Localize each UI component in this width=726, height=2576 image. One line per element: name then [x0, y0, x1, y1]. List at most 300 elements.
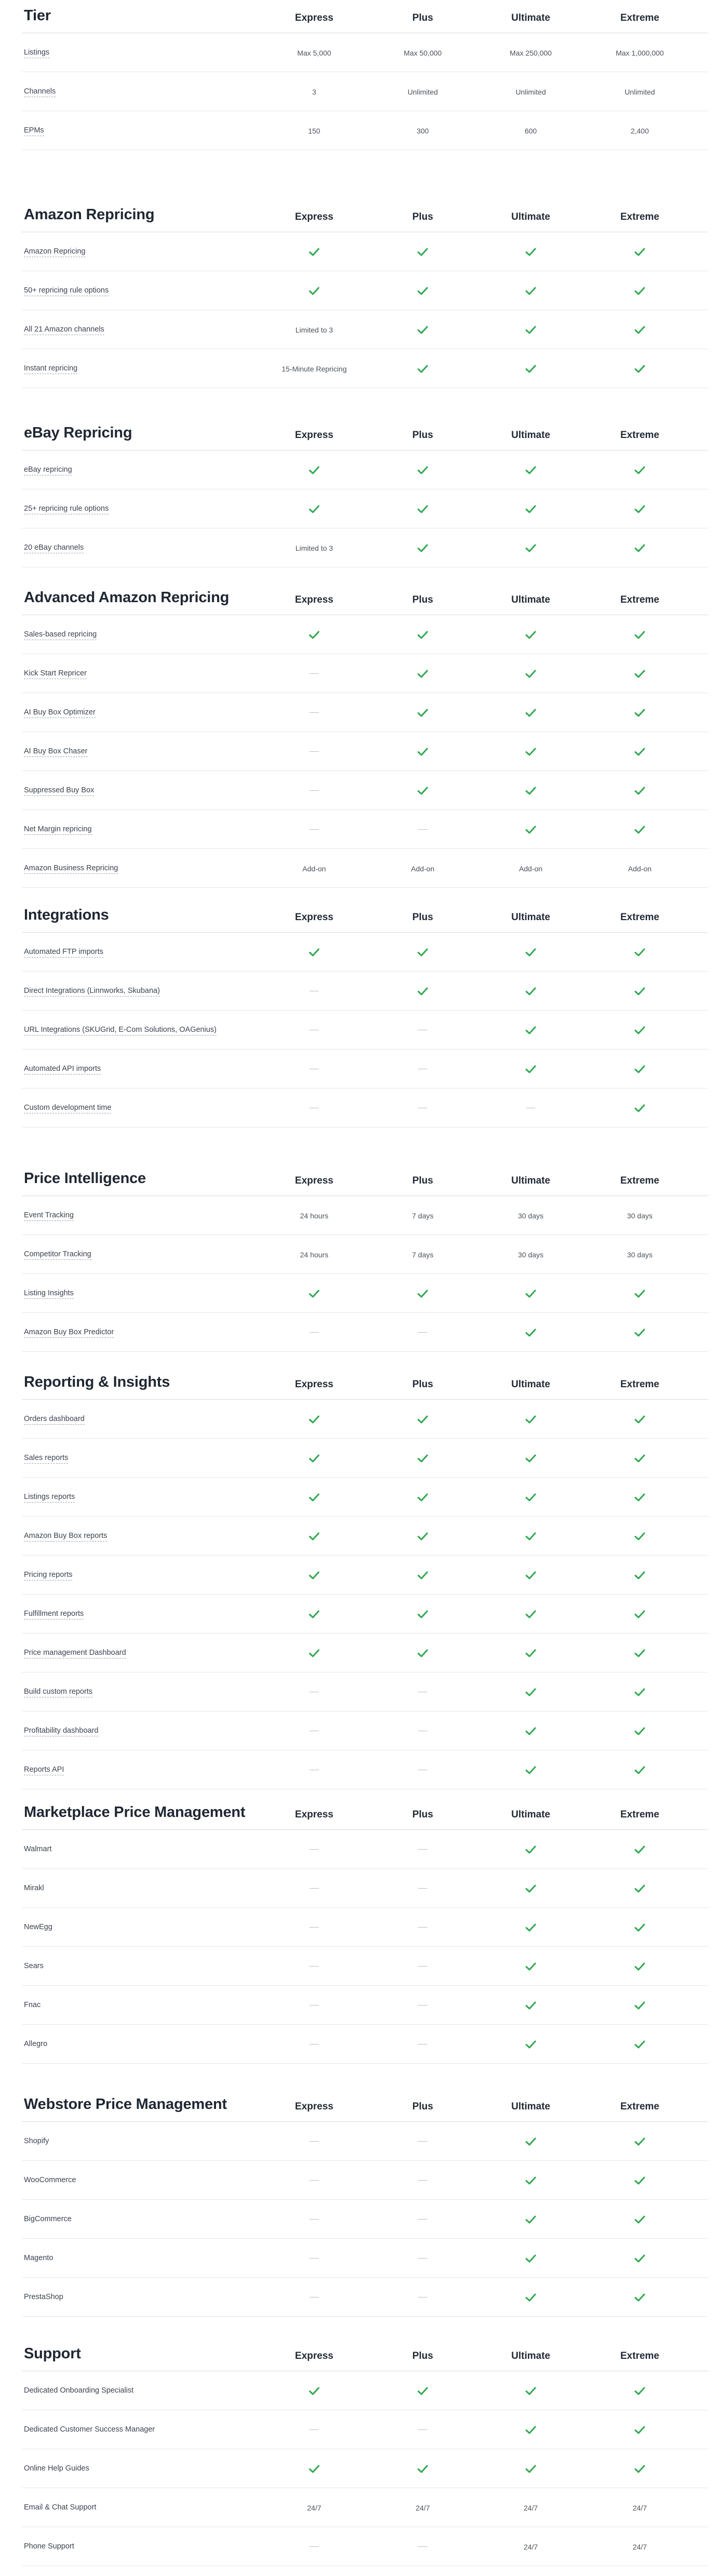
- cell-value: 24/7: [633, 2542, 647, 2551]
- table-row: [22, 1711, 708, 1750]
- section-title: Webstore Price Management: [24, 2096, 227, 2113]
- column-header-plus: Plus: [412, 1379, 434, 1390]
- feature-label-text: Instant repricing: [24, 364, 77, 374]
- feature-label: [24, 2527, 74, 2566]
- dash-icon: [262, 2527, 366, 2566]
- cell-value: 150: [308, 126, 320, 135]
- check-icon: [479, 2161, 583, 2200]
- dash-icon: [262, 1986, 366, 2025]
- feature-label-text: Suppressed Buy Box: [24, 786, 94, 796]
- section-title: Integrations: [24, 907, 109, 923]
- table-row: [22, 310, 708, 349]
- check-icon: [262, 2371, 366, 2410]
- feature-label: [24, 1947, 44, 1986]
- section-title: Price Intelligence: [24, 1170, 146, 1187]
- section-title: Advanced Amazon Repricing: [24, 589, 230, 606]
- feature-label[interactable]: [24, 1088, 111, 1127]
- check-icon: [479, 2410, 583, 2449]
- dash-icon: [262, 1711, 366, 1750]
- feature-label-text: 25+ repricing rule options: [24, 504, 109, 514]
- table-row: [22, 1986, 708, 2025]
- feature-label[interactable]: [24, 1672, 92, 1711]
- dash-icon: [262, 972, 366, 1011]
- column-header-plus: Plus: [412, 2101, 434, 2112]
- feature-label-text: Direct Integrations (Linnworks, Skubana): [24, 987, 160, 997]
- feature-label[interactable]: [24, 232, 85, 271]
- dash-icon: [310, 2546, 319, 2547]
- cell-value: Add-on: [411, 864, 435, 873]
- cell-value: 30 days: [627, 1250, 653, 1259]
- check-icon: [371, 2449, 475, 2488]
- feature-label-text: Amazon Business Repricing: [24, 864, 118, 874]
- check-icon: [588, 2025, 692, 2064]
- check-icon: [371, 1274, 475, 1313]
- table-row: [22, 489, 708, 528]
- check-icon: [479, 732, 583, 771]
- section-title: eBay Repricing: [24, 424, 132, 441]
- cell-value: Limited to 3: [295, 543, 333, 552]
- check-icon: [588, 1830, 692, 1869]
- dash-icon: [310, 2258, 319, 2259]
- column-header-extreme: Extreme: [620, 1809, 660, 1820]
- cell-value: 24/7: [307, 2503, 321, 2512]
- feature-label[interactable]: [24, 654, 87, 693]
- check-icon: [588, 1517, 692, 1556]
- dash-icon: [371, 2200, 475, 2239]
- check-icon: [371, 349, 475, 388]
- check-icon: [371, 271, 475, 310]
- dash-icon: [418, 1888, 427, 1889]
- check-icon: [479, 1947, 583, 1986]
- dash-icon: [371, 1711, 475, 1750]
- dash-icon: [310, 1332, 319, 1333]
- check-icon: [588, 693, 692, 732]
- check-icon: [371, 972, 475, 1011]
- table-row: [22, 2278, 708, 2317]
- check-icon: [588, 232, 692, 271]
- dash-icon: [310, 1966, 319, 1967]
- check-icon: [371, 1634, 475, 1672]
- table-row: [22, 771, 708, 810]
- column-header-extreme: Extreme: [620, 2101, 660, 2112]
- feature-label[interactable]: [24, 1439, 68, 1478]
- section-header: [22, 899, 708, 933]
- dash-icon: [371, 1830, 475, 1869]
- check-icon: [371, 1556, 475, 1595]
- feature-label-text: All 21 Amazon channels: [24, 325, 104, 335]
- check-icon: [588, 1986, 692, 2025]
- table-row: [22, 528, 708, 567]
- check-icon: [588, 1400, 692, 1439]
- check-icon: [479, 1986, 583, 2025]
- dash-icon: [371, 1050, 475, 1088]
- section-title: Amazon Repricing: [24, 206, 155, 223]
- dash-icon: [371, 2527, 475, 2566]
- column-header-ultimate: Ultimate: [511, 12, 550, 23]
- check-icon: [479, 489, 583, 528]
- check-icon: [371, 1439, 475, 1478]
- dash-icon: [310, 751, 319, 752]
- dash-icon: [262, 2200, 366, 2239]
- column-header-ultimate: Ultimate: [511, 1379, 550, 1390]
- feature-label-text: Email & Chat Support: [24, 2503, 97, 2512]
- feature-label[interactable]: [24, 33, 49, 72]
- dash-icon: [262, 1050, 366, 1088]
- feature-label[interactable]: [24, 1711, 98, 1750]
- section-tier: [22, 0, 708, 150]
- dash-icon: [418, 2258, 427, 2259]
- feature-label: [24, 2161, 76, 2200]
- feature-label: [24, 2488, 96, 2527]
- feature-label[interactable]: [24, 72, 56, 111]
- check-icon: [588, 933, 692, 972]
- dash-icon: [262, 2025, 366, 2064]
- check-icon: [371, 771, 475, 810]
- cell-value: 30 days: [518, 1211, 544, 1220]
- check-icon: [479, 1595, 583, 1634]
- check-icon: [588, 1439, 692, 1478]
- column-header-express: Express: [295, 912, 333, 923]
- cell-value: 24 hours: [300, 1250, 329, 1259]
- check-icon: [588, 349, 692, 388]
- table-row: [22, 693, 708, 732]
- dash-icon: [310, 2005, 319, 2006]
- feature-label-text: NewEgg: [24, 1923, 52, 1931]
- section-header: [22, 0, 708, 33]
- feature-label: [24, 2200, 72, 2239]
- cell-value: Unlimited: [407, 87, 438, 96]
- dash-icon: [371, 1986, 475, 2025]
- feature-label-text: Magento: [24, 2254, 53, 2262]
- table-row: [22, 615, 708, 654]
- feature-label-text: AI Buy Box Optimizer: [24, 708, 96, 718]
- section-marketplace-price-management: [22, 1797, 708, 2064]
- check-icon: [479, 2025, 583, 2064]
- check-icon: [371, 528, 475, 567]
- dash-icon: [418, 1332, 427, 1333]
- cell-value: 7 days: [412, 1250, 434, 1259]
- check-icon: [479, 2449, 583, 2488]
- feature-label: [24, 2122, 49, 2161]
- cell-value: 30 days: [627, 1211, 653, 1220]
- dash-icon: [262, 2239, 366, 2278]
- feature-label-text: Automated FTP imports: [24, 948, 103, 958]
- dash-icon: [310, 673, 319, 674]
- table-row: [22, 271, 708, 310]
- feature-label-text: Online Help Guides: [24, 2464, 89, 2473]
- feature-label-text: AI Buy Box Chaser: [24, 747, 88, 757]
- column-header-ultimate: Ultimate: [511, 594, 550, 605]
- check-icon: [371, 2371, 475, 2410]
- cell-value: Max 5,000: [297, 48, 331, 57]
- feature-label-text: Shopify: [24, 2137, 49, 2145]
- check-icon: [588, 732, 692, 771]
- dash-icon: [262, 1947, 366, 1986]
- feature-label-text: Event Tracking: [24, 1211, 74, 1221]
- feature-label-text: Price management Dashboard: [24, 1649, 126, 1658]
- check-icon: [588, 1711, 692, 1750]
- cell-value: 7 days: [412, 1211, 434, 1220]
- feature-label-text: Fulfillment reports: [24, 1610, 84, 1619]
- table-row: [22, 972, 708, 1011]
- feature-label-text: Sales reports: [24, 1454, 68, 1464]
- check-icon: [262, 1478, 366, 1517]
- column-header-ultimate: Ultimate: [511, 1175, 550, 1186]
- feature-label[interactable]: [24, 972, 160, 1011]
- dash-icon: [371, 1750, 475, 1789]
- check-icon: [479, 2371, 583, 2410]
- dash-icon: [371, 2025, 475, 2064]
- table-row: [22, 2527, 708, 2566]
- feature-label[interactable]: [24, 771, 94, 810]
- feature-label[interactable]: [24, 1235, 91, 1274]
- cell-value: Unlimited: [624, 87, 655, 96]
- dash-icon: [262, 654, 366, 693]
- check-icon: [479, 450, 583, 489]
- check-icon: [588, 2200, 692, 2239]
- table-row: [22, 72, 708, 111]
- feature-label[interactable]: [24, 1011, 217, 1050]
- table-row: [22, 1050, 708, 1088]
- check-icon: [588, 2278, 692, 2317]
- check-icon: [479, 972, 583, 1011]
- dash-icon: [418, 829, 427, 830]
- feature-label-text: Amazon Buy Box Predictor: [24, 1328, 114, 1338]
- dash-icon: [371, 2278, 475, 2317]
- feature-label[interactable]: [24, 271, 109, 310]
- feature-label[interactable]: [24, 1050, 101, 1088]
- table-row: [22, 2488, 708, 2527]
- check-icon: [479, 1672, 583, 1711]
- feature-label: [24, 1986, 41, 2025]
- check-icon: [588, 2449, 692, 2488]
- feature-label[interactable]: [24, 732, 88, 771]
- check-icon: [371, 654, 475, 693]
- check-icon: [479, 1830, 583, 1869]
- table-row: [22, 1830, 708, 1869]
- table-row: [22, 1869, 708, 1908]
- check-icon: [479, 933, 583, 972]
- cell-value: 24/7: [633, 2503, 647, 2512]
- table-row: [22, 1478, 708, 1517]
- table-row: [22, 654, 708, 693]
- feature-label-text: WooCommerce: [24, 2176, 76, 2184]
- section-header: [22, 1366, 708, 1400]
- cell-value: Add-on: [628, 864, 652, 873]
- feature-label-text: Net Margin repricing: [24, 825, 92, 835]
- dash-icon: [310, 1888, 319, 1889]
- check-icon: [262, 232, 366, 271]
- dash-icon: [371, 810, 475, 849]
- check-icon: [588, 972, 692, 1011]
- table-row: [22, 2161, 708, 2200]
- check-icon: [371, 732, 475, 771]
- feature-label[interactable]: [24, 810, 92, 849]
- check-icon: [479, 271, 583, 310]
- check-icon: [479, 693, 583, 732]
- column-header-express: Express: [295, 594, 333, 605]
- column-header-plus: Plus: [412, 430, 434, 441]
- feature-label-text: Dedicated Customer Success Manager: [24, 2425, 155, 2434]
- feature-label-text: Orders dashboard: [24, 1415, 85, 1425]
- dash-icon: [262, 1088, 366, 1127]
- feature-label-text: Pricing reports: [24, 1571, 72, 1581]
- check-icon: [479, 1517, 583, 1556]
- cell-value: Add-on: [519, 864, 543, 873]
- check-icon: [479, 654, 583, 693]
- check-icon: [588, 771, 692, 810]
- column-header-extreme: Extreme: [620, 1175, 660, 1186]
- feature-label[interactable]: [24, 111, 44, 150]
- check-icon: [371, 450, 475, 489]
- cell-value: Max 250,000: [509, 48, 552, 57]
- check-icon: [262, 933, 366, 972]
- cell-value: 24/7: [415, 2503, 430, 2512]
- check-icon: [371, 933, 475, 972]
- feature-label-text: Fnac: [24, 2001, 41, 2009]
- cell-value: 2,400: [630, 126, 649, 135]
- table-row: [22, 2239, 708, 2278]
- check-icon: [479, 1313, 583, 1352]
- check-icon: [479, 615, 583, 654]
- column-header-plus: Plus: [412, 912, 434, 923]
- dash-icon: [310, 1927, 319, 1928]
- feature-label-text: Sears: [24, 1962, 44, 1970]
- table-row: [22, 1235, 708, 1274]
- dash-icon: [262, 1830, 366, 1869]
- table-row: [22, 1274, 708, 1313]
- feature-label[interactable]: [24, 1196, 74, 1235]
- column-header-ultimate: Ultimate: [511, 211, 550, 222]
- section-reporting-and-insights: [22, 1366, 708, 1789]
- feature-label-text: 50+ repricing rule options: [24, 286, 109, 296]
- feature-label[interactable]: [24, 1750, 64, 1789]
- column-header-express: Express: [295, 12, 333, 23]
- check-icon: [262, 1517, 366, 1556]
- feature-label[interactable]: [24, 1478, 75, 1517]
- feature-label-text: Listings reports: [24, 1493, 75, 1503]
- check-icon: [479, 1400, 583, 1439]
- table-row: [22, 2410, 708, 2449]
- section-ebay-repricing: [22, 417, 708, 567]
- feature-label[interactable]: [24, 849, 118, 888]
- check-icon: [588, 1947, 692, 1986]
- column-header-express: Express: [295, 1379, 333, 1390]
- column-header-plus: Plus: [412, 12, 434, 23]
- dash-icon: [310, 2429, 319, 2430]
- cell-value: Max 50,000: [404, 48, 442, 57]
- table-row: [22, 1556, 708, 1595]
- check-icon: [588, 1672, 692, 1711]
- feature-label: [24, 2278, 63, 2317]
- feature-label[interactable]: [24, 310, 104, 349]
- check-icon: [371, 693, 475, 732]
- feature-label[interactable]: [24, 1556, 72, 1595]
- check-icon: [371, 489, 475, 528]
- cell-value: 3: [312, 87, 316, 96]
- feature-label[interactable]: [24, 1400, 85, 1439]
- section-header: [22, 2338, 708, 2371]
- table-row: [22, 2449, 708, 2488]
- feature-label[interactable]: [24, 693, 96, 732]
- feature-label[interactable]: [24, 1517, 107, 1556]
- check-icon: [371, 1400, 475, 1439]
- feature-label-text: Listing Insights: [24, 1289, 74, 1299]
- dash-icon: [262, 2161, 366, 2200]
- section-integrations: [22, 899, 708, 1127]
- cell-value: 24/7: [523, 2503, 538, 2512]
- table-row: [22, 1595, 708, 1634]
- column-header-plus: Plus: [412, 2351, 434, 2361]
- cell-value: Unlimited: [515, 87, 546, 96]
- cell-value: 15-Minute Repricing: [281, 364, 347, 373]
- dash-icon: [310, 2219, 319, 2220]
- feature-label[interactable]: [24, 1595, 84, 1634]
- feature-label[interactable]: [24, 489, 109, 528]
- feature-label[interactable]: [24, 528, 84, 567]
- cell-value: Limited to 3: [295, 325, 333, 334]
- feature-label[interactable]: [24, 349, 77, 388]
- column-header-extreme: Extreme: [620, 2351, 660, 2361]
- table-row: [22, 849, 708, 888]
- table-row: [22, 810, 708, 849]
- feature-label-text: Listings: [24, 48, 49, 58]
- feature-label[interactable]: [24, 1634, 126, 1672]
- section-header: [22, 417, 708, 450]
- dash-icon: [371, 1088, 475, 1127]
- table-row: [22, 1088, 708, 1127]
- check-icon: [479, 1011, 583, 1050]
- check-icon: [262, 1274, 366, 1313]
- feature-label-text: Reports API: [24, 1765, 64, 1775]
- feature-label[interactable]: [24, 1313, 114, 1352]
- check-icon: [588, 2239, 692, 2278]
- dash-icon: [418, 2141, 427, 2142]
- check-icon: [588, 310, 692, 349]
- feature-label[interactable]: [24, 1274, 74, 1313]
- dash-icon: [371, 2410, 475, 2449]
- dash-icon: [310, 829, 319, 830]
- feature-label[interactable]: [24, 933, 103, 972]
- table-row: [22, 1196, 708, 1235]
- section-title: Support: [24, 2345, 81, 2362]
- dash-icon: [371, 1947, 475, 1986]
- column-header-ultimate: Ultimate: [511, 2101, 550, 2112]
- feature-label-text: Kick Start Repricer: [24, 669, 87, 679]
- check-icon: [479, 1556, 583, 1595]
- check-icon: [262, 1595, 366, 1634]
- feature-label-text: Dedicated Onboarding Specialist: [24, 2386, 134, 2395]
- check-icon: [262, 271, 366, 310]
- check-icon: [371, 310, 475, 349]
- table-row: [22, 732, 708, 771]
- check-icon: [479, 349, 583, 388]
- feature-label[interactable]: [24, 450, 72, 489]
- check-icon: [262, 489, 366, 528]
- table-row: [22, 1672, 708, 1711]
- check-icon: [588, 450, 692, 489]
- section-amazon-repricing: [22, 199, 708, 388]
- column-header-express: Express: [295, 211, 333, 222]
- feature-label-text: PrestaShop: [24, 2293, 63, 2301]
- dash-icon: [310, 2180, 319, 2181]
- dash-icon: [310, 2141, 319, 2142]
- check-icon: [588, 271, 692, 310]
- dash-icon: [418, 1927, 427, 1928]
- dash-icon: [262, 1313, 366, 1352]
- feature-label[interactable]: [24, 615, 97, 654]
- dash-icon: [310, 790, 319, 791]
